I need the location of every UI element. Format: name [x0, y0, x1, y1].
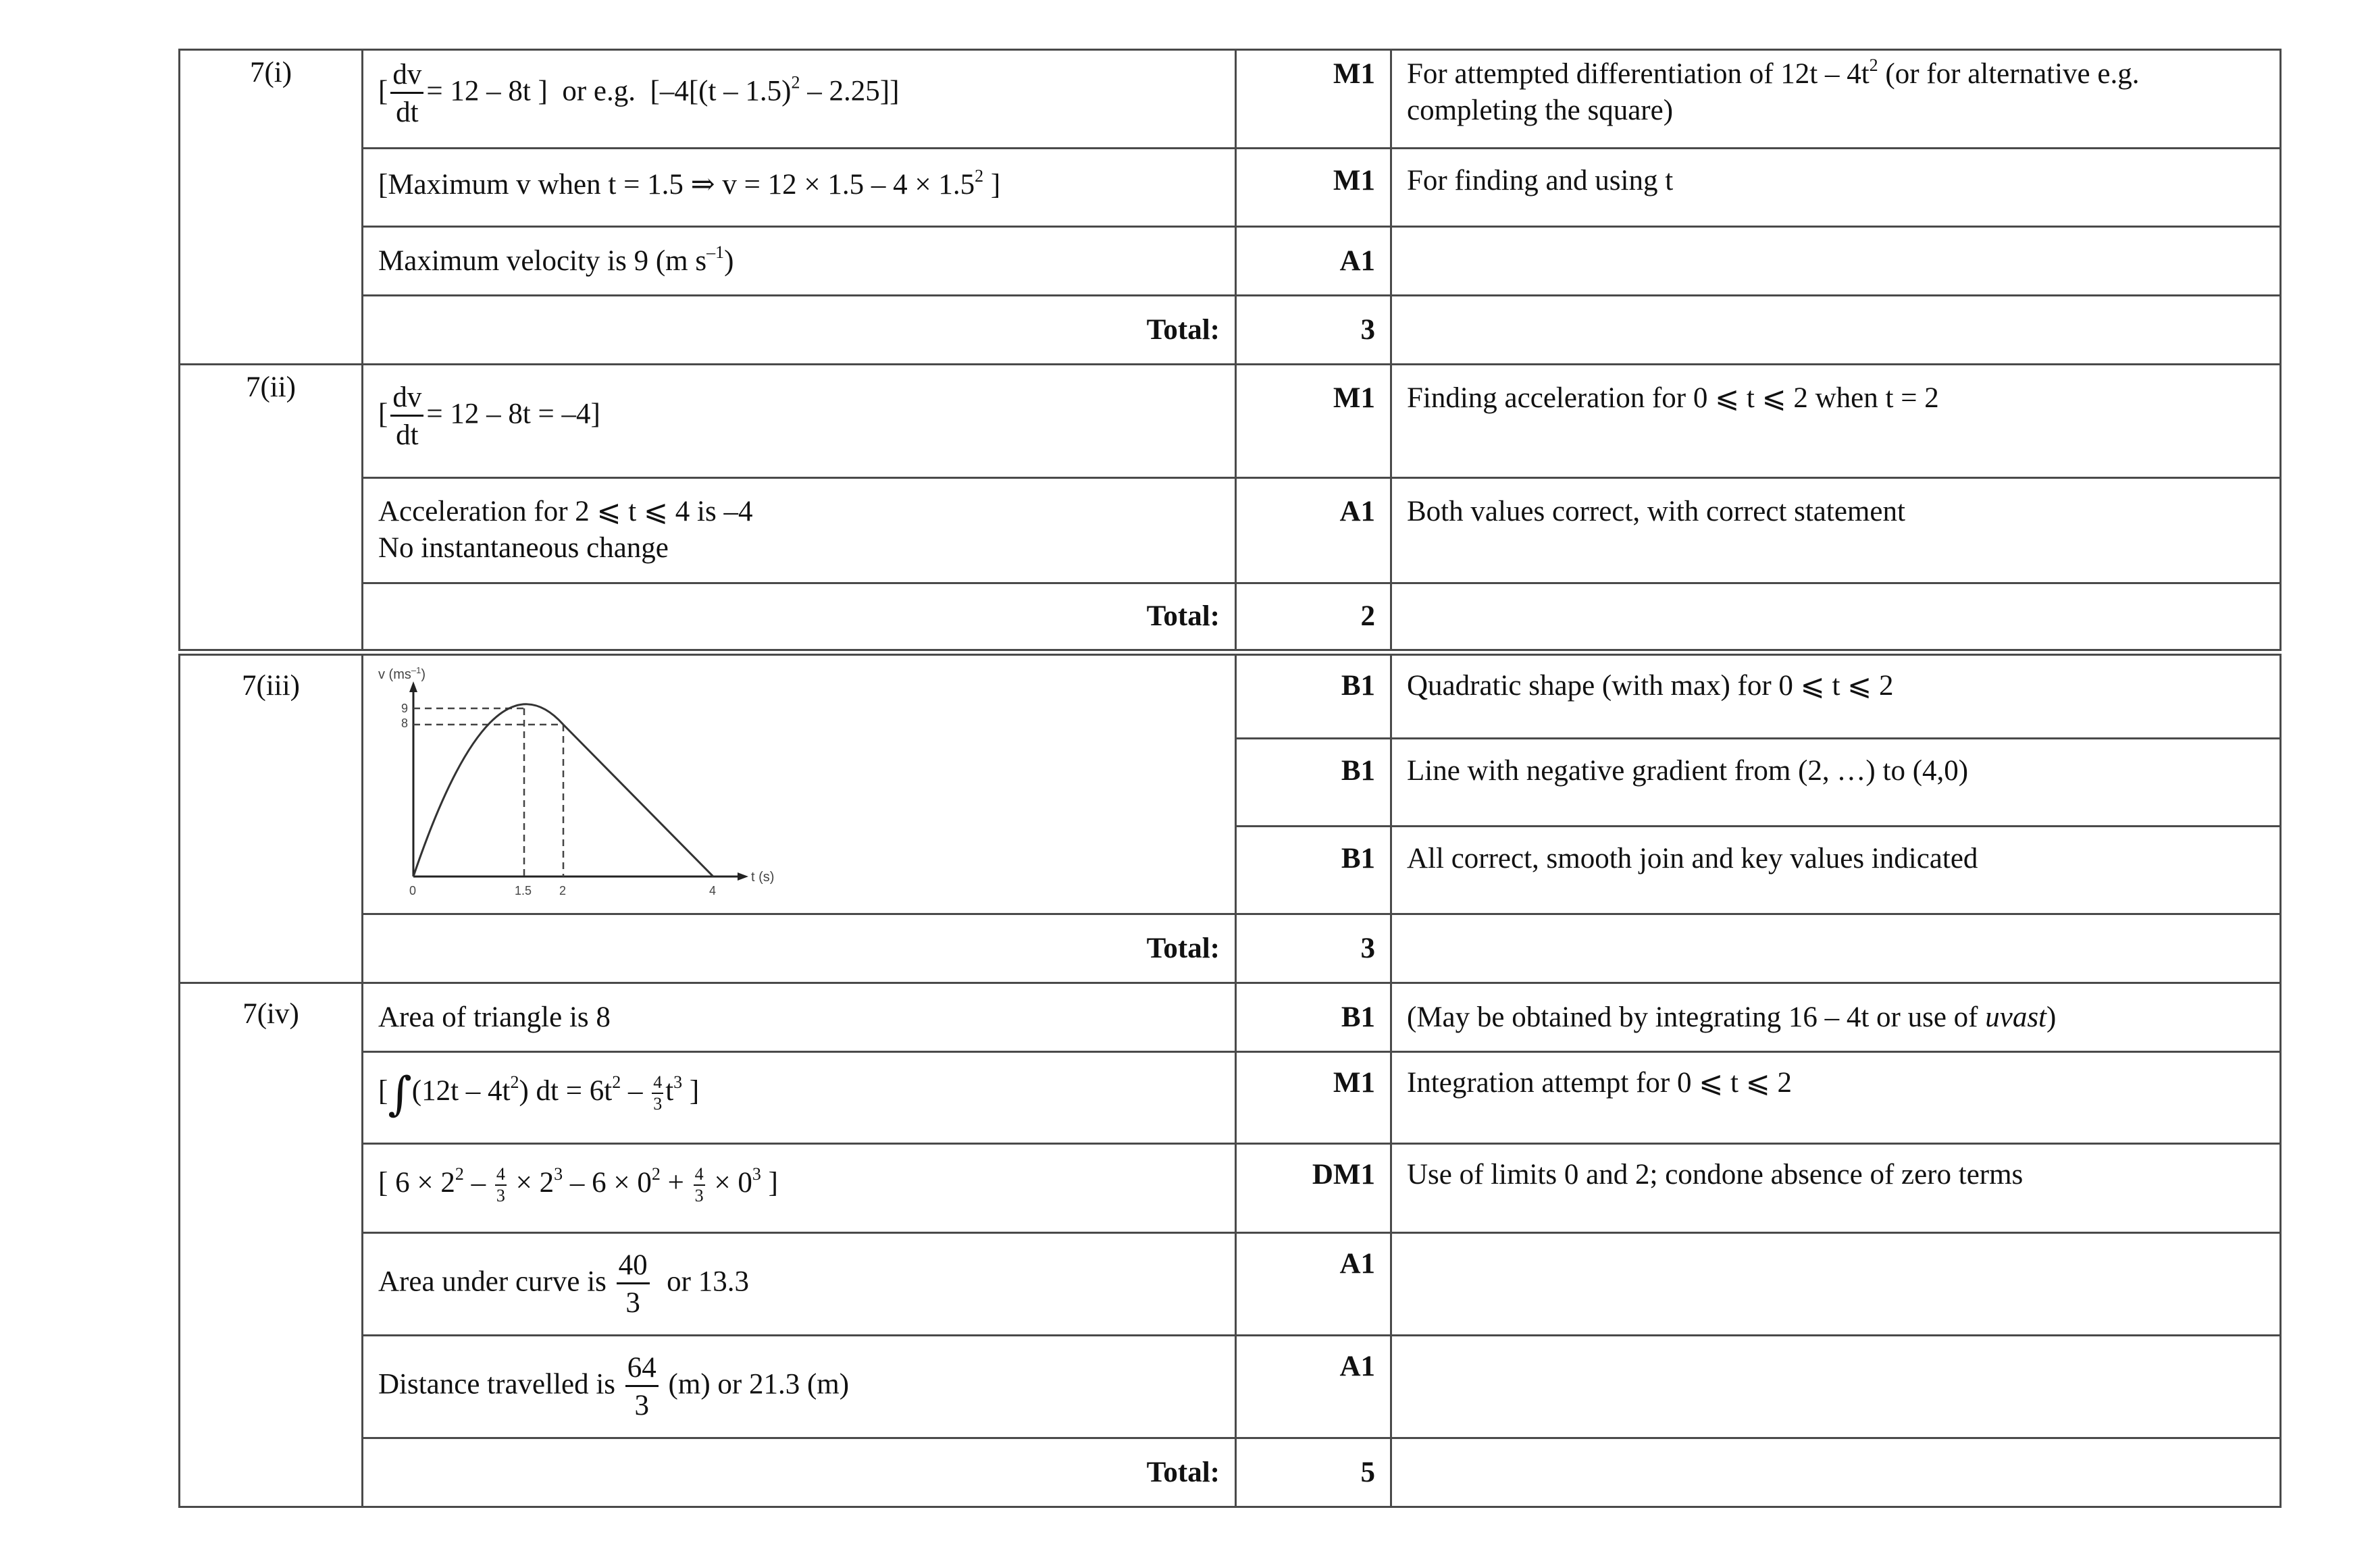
table-row	[180, 983, 2281, 1052]
fraction	[652, 1074, 663, 1113]
total-value: 5	[1236, 1438, 1391, 1507]
guidance-text: Use of limits 0 and 2; condone absence of zero terms	[1391, 1144, 2281, 1233]
total-row	[180, 1438, 2281, 1507]
bracket: [	[378, 75, 388, 107]
answer-text: –	[621, 1075, 650, 1107]
mark-code: A1	[1236, 1233, 1391, 1336]
total-label: Total:	[363, 1438, 1236, 1507]
question-number: 7(iv)	[180, 983, 363, 1507]
mark-code: M1	[1236, 149, 1391, 227]
guidance-text: Finding acceleration for 0 ⩽ t ⩽ 2 when t = 2	[1391, 365, 2281, 478]
question-number: 7(ii)	[180, 365, 363, 652]
guidance-text: Quadratic shape (with max) for 0 ⩽ t ⩽ 2	[1391, 652, 2281, 739]
question-number: 7(iii)	[180, 652, 363, 983]
answer-text: [–4[(t – 1.5)	[650, 75, 792, 107]
superscript: 2	[975, 166, 984, 186]
mark-code: M1	[1236, 365, 1391, 478]
answer-cell	[363, 1233, 1236, 1336]
empty-cell	[1391, 1438, 2281, 1507]
answer-text: Area of triangle is 8	[363, 983, 1236, 1052]
mark-code: B1	[1236, 983, 1391, 1052]
mark-code: M1	[1236, 1052, 1391, 1144]
table-row	[180, 1233, 2281, 1336]
table-row	[180, 478, 2281, 583]
y-tick-label: 8	[401, 716, 409, 730]
answer-text: (m) or 21.3 (m)	[668, 1368, 850, 1401]
table-row	[180, 1144, 2281, 1233]
empty-cell	[1391, 583, 2281, 652]
answer-text: × 2	[508, 1167, 555, 1199]
superscript: 2	[651, 1164, 661, 1184]
guidance-text: Line with negative gradient from (2, …) to (4,0)	[1391, 739, 2281, 827]
answer-cell	[363, 478, 1236, 583]
table-row	[180, 227, 2281, 296]
superscript: 2	[455, 1164, 464, 1184]
x-tick-label: 2	[559, 883, 567, 897]
deceleration-line	[563, 725, 713, 877]
x-axis-arrow	[738, 872, 748, 881]
mark-code: A1	[1236, 227, 1391, 296]
total-value: 2	[1236, 583, 1391, 652]
answer-text: = 12 – 8t = –4]	[426, 398, 600, 430]
mark-code: A1	[1236, 478, 1391, 583]
x-axis-label: t (s)	[751, 869, 775, 885]
answer-text: = 12 – 8t ]	[426, 75, 548, 107]
guidance-text	[1391, 227, 2281, 296]
numerator: dv	[390, 60, 423, 94]
y-tick-label: 9	[401, 701, 409, 715]
superscript: 2	[1869, 55, 1878, 75]
question-number: 7(i)	[180, 50, 363, 365]
answer-text: [Maximum v when t = 1.5 ⇒ v = 12 × 1.5 – 4 × 1.5	[378, 169, 975, 201]
mark-code: B1	[1236, 652, 1391, 739]
total-label: Total:	[363, 914, 1236, 983]
denominator: dt	[396, 97, 419, 128]
superscript: 3	[673, 1072, 683, 1092]
fraction	[495, 1166, 507, 1205]
bracket: ]	[682, 1075, 700, 1107]
numerator: 64	[625, 1353, 659, 1387]
x-tick-label: 4	[709, 883, 717, 897]
integral-sign: ∫	[388, 1068, 412, 1121]
sketch-cell	[363, 652, 1236, 914]
answer-cell	[363, 50, 1236, 149]
x-tick-label: 0	[409, 883, 417, 897]
answer-text: Acceleration for 2 ⩽ t ⩽ 4 is –4	[378, 496, 753, 527]
answer-text: × 0	[706, 1167, 752, 1199]
total-row	[180, 296, 2281, 365]
superscript: 2	[612, 1072, 621, 1092]
numerator: 4	[652, 1074, 663, 1094]
empty-cell	[1391, 296, 2281, 365]
y-axis-arrow	[409, 681, 417, 692]
guidance-text	[1391, 1233, 2281, 1336]
superscript: 2	[791, 72, 800, 93]
mark-code: B1	[1236, 739, 1391, 827]
x-tick-label: 1.5	[515, 883, 532, 897]
guidance-text: )	[2046, 1001, 2057, 1033]
quadratic-curve	[413, 704, 563, 876]
y-axis-label: v $(ms^{-1})$	[378, 664, 426, 682]
answer-text: [ 6 × 2	[378, 1167, 455, 1199]
denominator: 3	[634, 1390, 650, 1421]
superscript: 2	[510, 1072, 519, 1092]
numerator: 40	[617, 1251, 650, 1284]
denominator: 3	[496, 1186, 505, 1206]
guidance-text: Integration attempt for 0 ⩽ t ⩽ 2	[1391, 1052, 2281, 1144]
total-row	[180, 583, 2281, 652]
guidance-cell	[1391, 983, 2281, 1052]
empty-cell	[1391, 914, 2281, 983]
denominator: 3	[653, 1094, 663, 1114]
total-label: Total:	[363, 296, 1236, 365]
table-row	[180, 149, 2281, 227]
answer-text: t	[665, 1075, 674, 1107]
answer-text: Distance travelled is	[378, 1368, 616, 1401]
answer-text: ) dt = 6t	[519, 1075, 613, 1107]
answer-cell	[363, 1052, 1236, 1144]
total-label: Total:	[363, 583, 1236, 652]
answer-cell	[363, 227, 1236, 296]
guidance-text: For finding and using t	[1391, 149, 2281, 227]
answer-text: – 6 × 0	[563, 1167, 652, 1199]
answer-cell	[363, 149, 1236, 227]
bracket: ]	[761, 1167, 778, 1199]
derivative-fraction	[390, 383, 423, 450]
velocity-time-sketch	[376, 657, 794, 907]
answer-text: ]	[983, 169, 1001, 201]
answer-text: )	[724, 244, 734, 277]
total-value: 3	[1236, 296, 1391, 365]
guidance-text: For attempted differentiation of 12t – 4t	[1407, 58, 1870, 90]
answer-text: Maximum velocity is 9 (m s	[378, 244, 707, 277]
answer-text: Area under curve is	[378, 1265, 607, 1298]
answer-text: or 13.3	[667, 1265, 749, 1298]
fraction	[694, 1166, 705, 1205]
table-row	[180, 1336, 2281, 1438]
denominator: 3	[625, 1287, 640, 1319]
mark-code: B1	[1236, 827, 1391, 914]
answer-cell	[363, 1144, 1236, 1233]
answer-text: +	[660, 1167, 692, 1199]
mark-scheme-table	[178, 49, 2282, 1508]
mark-code: DM1	[1236, 1144, 1391, 1233]
table-row	[180, 365, 2281, 478]
guidance-text: Both values correct, with correct statement	[1391, 478, 2281, 583]
guidance-text: (May be obtained by integrating 16 – 4t or use of	[1407, 1001, 1986, 1033]
answer-cell	[363, 365, 1236, 478]
answer-text: – 2.25]]	[800, 75, 900, 107]
table-row	[180, 1052, 2281, 1144]
answer-cell	[363, 1336, 1236, 1438]
guidance-text: (or for alternative e.g. completing the square)	[1407, 58, 2140, 126]
answer-text: (12t – 4t	[411, 1075, 511, 1107]
denominator: dt	[396, 419, 419, 451]
mark-code: A1	[1236, 1336, 1391, 1438]
derivative-fraction	[390, 60, 423, 127]
mark-code: M1	[1236, 50, 1391, 149]
numerator: 4	[694, 1166, 705, 1186]
denominator: 3	[694, 1186, 704, 1206]
guidance-text: All correct, smooth join and key values indicated	[1391, 827, 2281, 914]
numerator: 4	[495, 1166, 507, 1186]
superscript: 3	[554, 1164, 563, 1184]
superscript: 3	[752, 1164, 761, 1184]
guidance-text	[1391, 1336, 2281, 1438]
guidance-cell	[1391, 50, 2281, 149]
answer-text: No instantaneous change	[378, 532, 669, 564]
answer-text: –	[463, 1167, 493, 1199]
table-row	[180, 652, 2281, 739]
fraction	[625, 1353, 659, 1420]
bracket: [	[378, 398, 388, 430]
answer-text: or e.g.	[562, 75, 636, 107]
table-row	[180, 50, 2281, 149]
numerator: dv	[390, 383, 423, 417]
guidance-emphasis: uvast	[1985, 1001, 2047, 1033]
superscript: –1	[706, 242, 725, 262]
total-row	[180, 914, 2281, 983]
fraction	[617, 1251, 650, 1317]
bracket: [	[378, 1075, 388, 1107]
total-value: 3	[1236, 914, 1391, 983]
